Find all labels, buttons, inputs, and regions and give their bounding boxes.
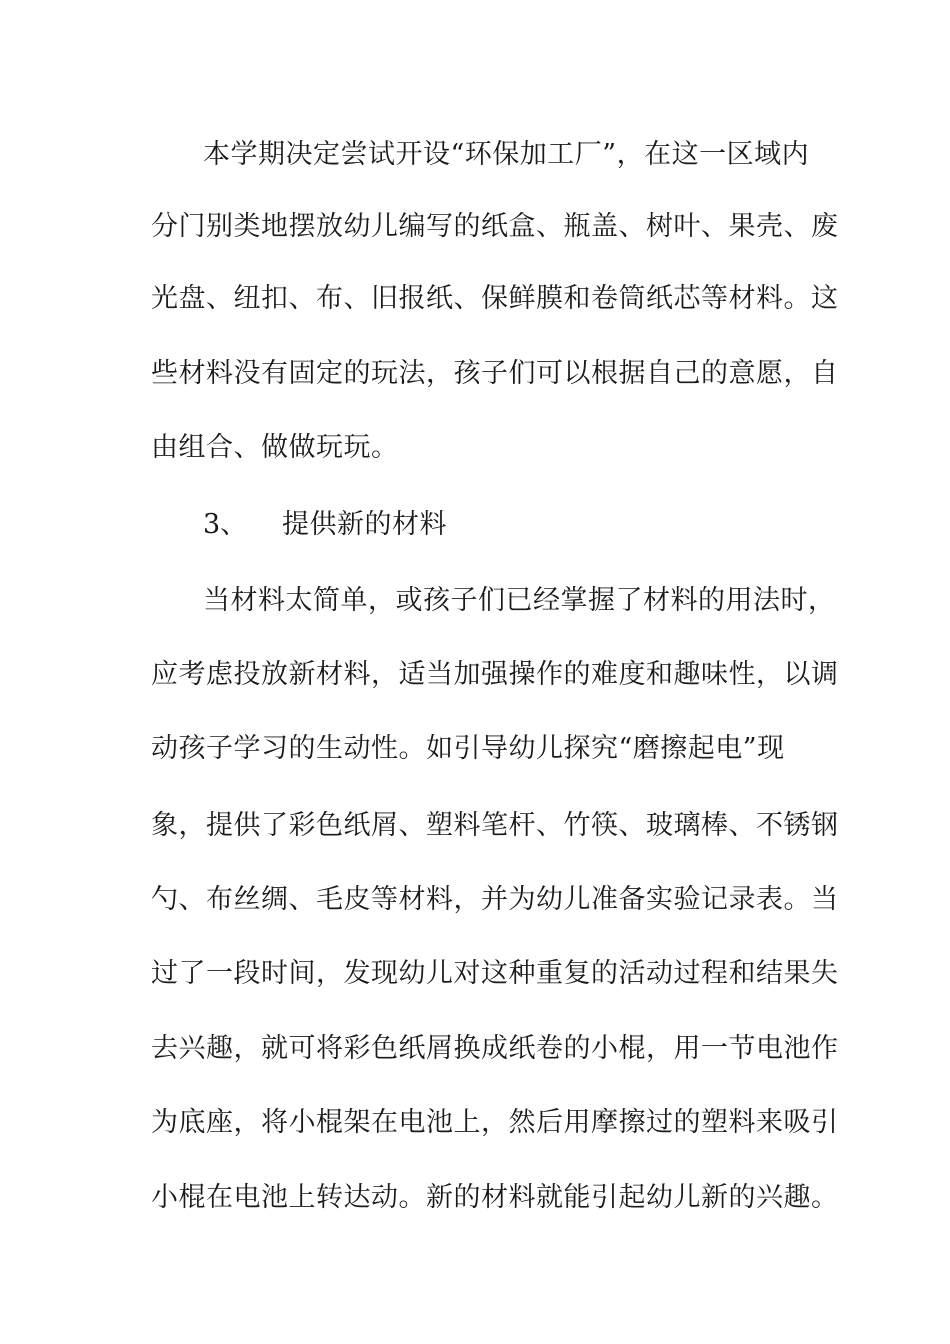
paragraph-2-line-8: 为底座，将小棍架在电池上，然后用摩擦过的塑料来吸引 (151, 1107, 839, 1138)
section-heading-number: 3、 (203, 509, 248, 540)
paragraph-2-line-6: 过了一段时间，发现幼儿对这种重复的活动过程和结果失 (151, 958, 839, 989)
paragraph-1-line-5: 由组合、做做玩玩。 (151, 432, 399, 463)
paragraph-2-line-1: 当材料太简单，或孩子们已经掌握了材料的用法时， (203, 585, 836, 616)
paragraph-2-line-5: 勺、布丝绸、毛皮等材料，并为幼儿准备实验记录表。当 (151, 884, 839, 915)
paragraph-2-line-3: 动孩子学习的生动性。如引导幼儿探究“磨擦起电”现 (151, 733, 785, 764)
paragraph-2-line-4: 象，提供了彩色纸屑、塑料笔杆、竹筷、玻璃棒、不锈钢 (151, 810, 839, 841)
paragraph-1-line-3: 光盘、纽扣、布、旧报纸、保鲜膜和卷筒纸芯等材料。这 (151, 283, 839, 314)
paragraph-2-line-7: 去兴趣，就可将彩色纸屑换成纸卷的小棍，用一节电池作 (151, 1033, 839, 1064)
paragraph-1-line-1: 本学期决定尝试开设“环保加工厂”，在这一区域内 (203, 139, 810, 170)
paragraph-2-line-9: 小棍在电池上转达动。新的材料就能引起幼儿新的兴趣。 (151, 1182, 839, 1213)
paragraph-2-line-2: 应考虑投放新材料，适当加强操作的难度和趣味性，以调 (151, 659, 839, 690)
paragraph-1-line-2: 分门别类地摆放幼儿编写的纸盒、瓶盖、树叶、果壳、废 (151, 211, 839, 242)
paragraph-1-line-4: 些材料没有固定的玩法，孩子们可以根据自己的意愿，自 (151, 358, 839, 389)
section-heading-text: 提供新的材料 (282, 509, 447, 540)
